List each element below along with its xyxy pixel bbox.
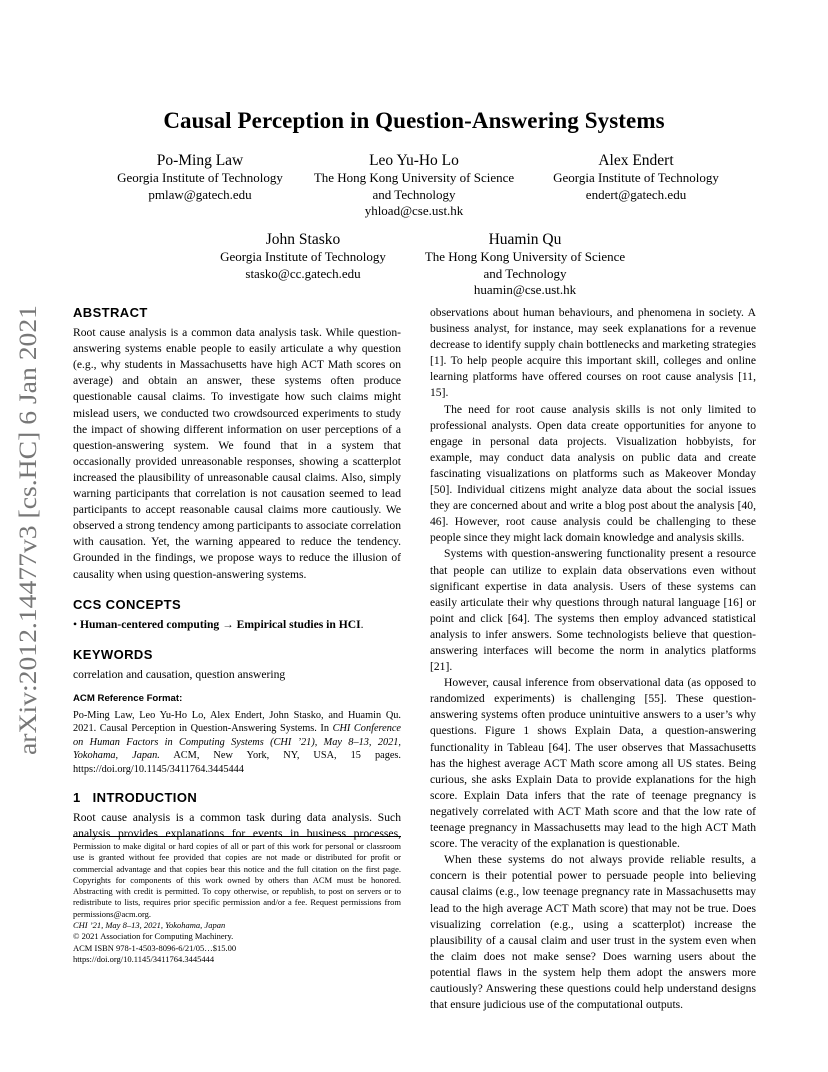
reference-rest: ACM, New York, NY, USA, 15 pages. https://doi.org/10.1145/3411764.3445444 (73, 750, 402, 775)
author-affiliation: Georgia Institute of Technology (553, 170, 719, 185)
conference-info: CHI ’21, May 8–13, 2021, Yokohama, Japan (73, 920, 226, 931)
author-affiliation-line2: and Technology (372, 186, 456, 202)
author-email: yhload@cse.ust.hk (364, 203, 464, 218)
author-name: John Stasko (265, 231, 341, 248)
paper-title: Causal Perception in Question-Answering Systems (163, 108, 665, 133)
isbn: ACM ISBN 978-1-4503-8096-6/21/05…$15.00 (73, 942, 237, 953)
reference-authors: Po-Ming Law, Leo Yu-Ho Lo, Alex Endert, John Stasko, and Huamin Qu. 2021. Causal Perception in Question-Answering Systems. In (73, 710, 401, 735)
introduction-paragraph-5: When these systems do not always provide reliable results, a concern is their potential power to persuade people into believing causal claims (e.g., low teenage pregnancy rate in Massachusetts may lead to the high average ACT Math score) that may not be true. Does visualizing correlation (e.g., using a scatterplot) increase the plausibility of a causal claim and user trust in the system even when the claim does not make sense? Does warning users about the potential flaws in the system help them adopt the answers more cautiously? Answering these questions could help understand designs that ensure judicious use of the computational outputs. (430, 853, 756, 1012)
ccs-subconcept: Empirical studies in HCI (236, 617, 361, 631)
doi-link[interactable]: https://doi.org/10.1145/3411764.3445444 (73, 953, 215, 964)
ccs-concepts (73, 617, 401, 633)
left-column (73, 305, 401, 842)
reference-format-label: ACM Reference Format: (73, 692, 183, 704)
author-block (178, 230, 428, 282)
introduction-paragraph-4: However, causal inference from observational data (as opposed to randomized experiments) is challenging [55]. These question-answering systems often produce unintuitive answers to a user’s why questions. Figure 1 shows Explain Data, a question-answering functionality in Tableau [64]. The user observes that Massachusetts has the highest average ACT Math score among all US states. Being curious, she asks Explain Data to provide explanations for the high score. Explain Data infers that the rate of teenage pregnancy is negatively correlated with ACT Math score and that the low rate of teenage pregnancy in Massachusetts may lead to the high ACT Math score. The veracity of the explanation is questionable. (430, 676, 756, 851)
arxiv-identifier (4, 300, 44, 760)
introduction-paragraph-2: The need for root cause analysis skills is not only limited to professional analysts. Open data create opportunities for anyone to engage in personal data projects. Visualization hobbyists, for example, may conduct data analysis on public data and create fascinating visualizations on platforms such as Makeover Monday [50]. Individual citizens might analyze data about the social issues they are concerned about and write a blog post about the analysis [40, 46]. However, root cause analysis could be challenging to these people since they might lack domain knowledge and analysis skills. (430, 402, 756, 545)
author-affiliation: Georgia Institute of Technology (117, 170, 283, 185)
introduction-paragraph-1-continuation: observations about human behaviours, and phenomena in society. A business analyst, for instance, may seek explanations for a revenue decrease to identify supply chain bottlenecks and marketing strategies [1]. To help people acquire this important skill, colleges and online learning platforms have offered courses on root cause analysis [11, 15]. (430, 306, 756, 400)
author-email: stasko@cc.gatech.edu (245, 265, 361, 281)
ccs-bullet: • (73, 617, 78, 631)
author-name: Huamin Qu (488, 231, 562, 248)
author-affiliation-line2: and Technology (483, 265, 567, 281)
footnote-divider (73, 836, 401, 837)
author-email: huamin@cse.ust.hk (473, 282, 577, 297)
copyright-notice: © 2021 Association for Computing Machinery. (73, 931, 234, 942)
introduction-paragraph-3: Systems with question-answering functionality present a resource that people can utilize to explain data observations even without significant expertise in data analysis. Users of these systems can easily articulate their why questions through natural language [16] or point and click [64]. The systems then employ advanced statistical analysis to infer answers. Some technologists believe that question-answering interfaces will become the norm in analytics platforms [21]. (430, 547, 756, 674)
arxiv-identifier-text: arXiv:2012.14477v3 [cs.HC] 6 Jan 2021 (15, 348, 42, 755)
permission-footnote (73, 836, 401, 965)
reference-format-text (73, 709, 401, 776)
author-block (75, 151, 325, 203)
introduction-paragraph-1-continued (430, 305, 756, 402)
author-email: pmlaw@gatech.edu (148, 186, 252, 202)
permission-notice: Permission to make digital or hard copies of all or part of this work for personal or classroom use is granted without fee provided that copies are not made or distributed for profit or commercial advantage and that copies bear this notice and the full citation on the first page. Copyrights for components of this work owned by others than ACM must be honored. Abstracting with credit is permitted. To copy otherwise, or republish, to post on servers or to redistribute to lists, requires prior specific permission and/or a fee. Request permissions from permissions@acm.org. (73, 841, 401, 919)
author-affiliation: Georgia Institute of Technology (220, 249, 386, 264)
author-block (289, 151, 539, 220)
author-affiliation: The Hong Kong University of Science (424, 249, 626, 264)
author-name: Leo Yu-Ho Lo (369, 152, 459, 169)
author-name: Alex Endert (598, 152, 674, 169)
ccs-arrow: → (222, 617, 234, 631)
ccs-concept: Human-centered computing (79, 617, 220, 631)
introduction-paragraph-1: Root cause analysis is a common task during data analysis. Such analysis provides explanations for events in business processes, (73, 811, 401, 841)
reference-format (73, 691, 401, 776)
right-column (430, 305, 756, 1013)
keywords-text: correlation and causation, question answering (73, 667, 286, 681)
abstract-text: Root cause analysis is a common data analysis task. While question-answering systems enable people to easily articulate a why question (e.g., why students in Massachusetts have high ACT Math scores on average) and obtain an answer, these systems often produce questionable causal claims. To investigate how such claims might mislead users, we conducted two crowdsourced experiments to study the impact of showing different information on user perceptions of a question-answering system. We found that in a system that occasionally provided unreasonable responses, showing a scatterplot increased the plausibility of unreasonable causal claims. Also, simply warning participants that correlation is not causation seemed to lead participants to accept reasonable causal claims more cautiously. We observed a strong tendency among participants to associate correlation with causation. Yet, the warning appeared to reduce the tendency. Grounded in the findings, we propose ways to reduce the illusion of causality when using question-answering systems. (73, 326, 401, 581)
keywords-heading: KEYWORDS (73, 646, 153, 662)
abstract-heading: ABSTRACT (73, 305, 148, 320)
ccs-period: . (360, 617, 364, 631)
introduction-heading: 1 INTRODUCTION (73, 790, 198, 806)
reference-venue: CHI Conference on Human Factors in Computing Systems (CHI ’21), May 8–13, 2021, Yokohama, Japan. (73, 723, 402, 762)
author-block (511, 151, 761, 203)
author-email: endert@gatech.edu (585, 186, 687, 202)
author-block (400, 230, 650, 299)
author-name: Po-Ming Law (156, 152, 244, 169)
author-affiliation: The Hong Kong University of Science (313, 170, 515, 185)
ccs-heading: CCS CONCEPTS (73, 596, 182, 612)
